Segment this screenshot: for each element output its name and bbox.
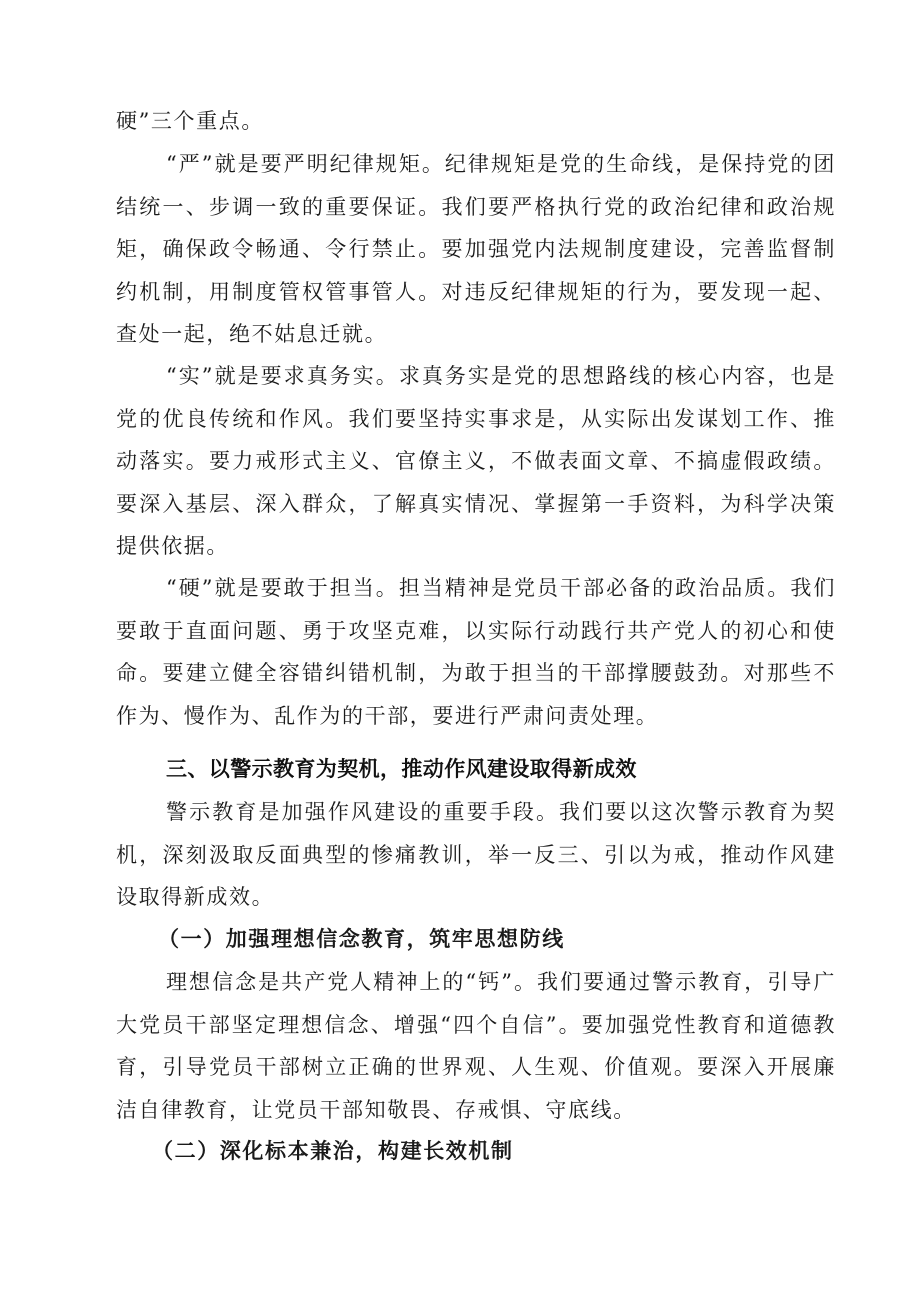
paragraph-shi: “实”就是要求真务实。求真务实是党的思想路线的核心内容，也是党的优良传统和作风。我们要坚持实事求是，从实际出发谋划工作、推动落实。要力戒形式主义、官僚主义，不做表面文章、不搞虚假政绩。要深入基层、深入群众，了解真实情况、掌握第一手资料，为科学决策提供依据。: [116, 364, 836, 558]
section-heading-three: 三、以警示教育为契机，推动作风建设取得新成效: [166, 757, 637, 781]
paragraph-continuation: 硬”三个重点。: [116, 109, 264, 133]
subheading-two: （二）深化标本兼治，构建长效机制: [152, 1138, 514, 1163]
paragraph-warning-education: 警示教育是加强作风建设的重要手段。我们要以这次警示教育为契机，深刻汲取反面典型的惨痛教训，举一反三、引以为戒，推动作风建设取得新成效。: [116, 800, 836, 909]
paragraph-ying: “硬”就是要敢于担当。担当精神是党员干部必备的政治品质。我们要敢于直面问题、勇于攻坚克难，以实际行动践行共产党人的初心和使命。要建立健全容错纠错机制，为敢于担当的干部撑腰鼓劲。对那些不作为、慢作为、乱作为的干部，要进行严肃问责处理。: [116, 576, 836, 728]
paragraph-ideals: 理想信念是共产党人精神上的“钙”。我们要通过警示教育，引导广大党员干部坚定理想信念、增强“四个自信”。要加强党性教育和道德教育，引导党员干部树立正确的世界观、人生观、价值观。要深入开展廉洁自律教育，让党员干部知敬畏、存戒惧、守底线。: [116, 970, 836, 1122]
paragraph-yan: “严”就是要严明纪律规矩。纪律规矩是党的生命线，是保持党的团结统一、步调一致的重要保证。我们要严格执行党的政治纪律和政治规矩，确保政令畅通、令行禁止。要加强党内法规制度建设，完善监督制约机制，用制度管权管事管人。对违反纪律规矩的行为，要发现一起、查处一起，绝不姑息迁就。: [116, 152, 836, 346]
subheading-one: （一）加强理想信念教育，筑牢思想防线: [158, 926, 565, 951]
